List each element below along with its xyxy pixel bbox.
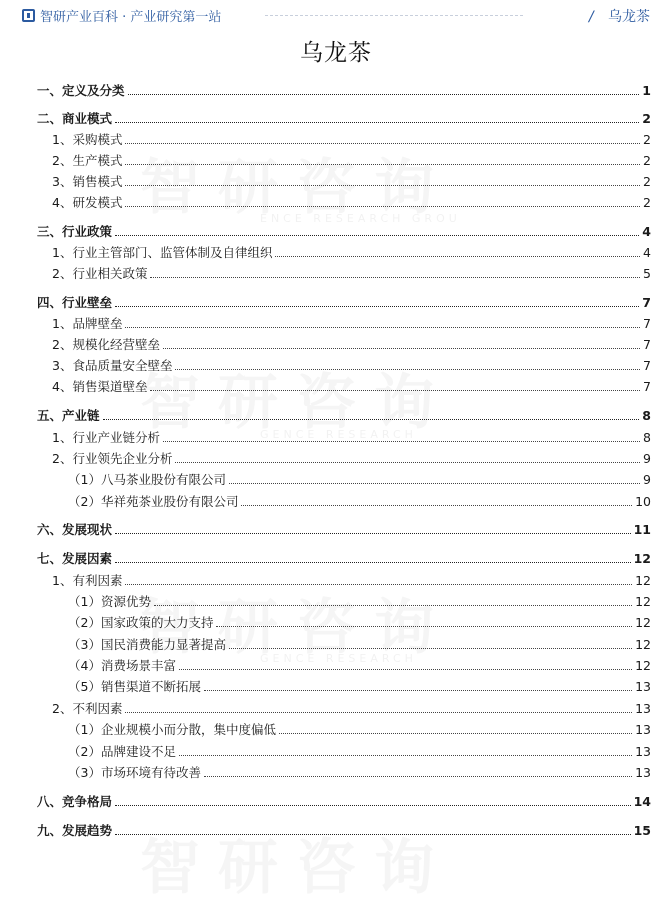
toc-leader-dots bbox=[179, 755, 632, 756]
toc-entry-title: 一、定义及分类 bbox=[37, 83, 125, 98]
toc-page-number: 9 bbox=[643, 451, 651, 466]
brand-text: 智研产业百科 · 产业研究第一站 bbox=[40, 10, 222, 25]
toc-subsection[interactable] bbox=[0, 761, 672, 781]
toc-leader-dots bbox=[115, 834, 631, 835]
toc-leader-dots bbox=[125, 164, 640, 165]
toc-section[interactable] bbox=[0, 191, 672, 211]
toc-entry-title: （1）企业规模小而分散，集中度偏低 bbox=[68, 722, 276, 737]
toc-leader-dots bbox=[125, 206, 640, 207]
toc-page-number: 2 bbox=[643, 153, 651, 168]
toc-leader-dots bbox=[163, 348, 640, 349]
toc-entry-title: 4、研发模式 bbox=[52, 195, 123, 210]
toc-page-number: 7 bbox=[643, 316, 651, 331]
toc-page-number: 12 bbox=[633, 551, 651, 566]
toc-entry-title: 2、不利因素 bbox=[52, 701, 123, 716]
toc-entry-title: （4）消费场景丰富 bbox=[68, 658, 176, 673]
toc-chapter[interactable] bbox=[0, 220, 672, 240]
toc-page-number: 7 bbox=[643, 379, 651, 394]
toc-entry-title: （2）品牌建设不足 bbox=[68, 744, 176, 759]
breadcrumb-current[interactable]: 乌龙茶 bbox=[608, 9, 650, 25]
toc-leader-dots bbox=[128, 94, 640, 95]
toc-entry-title: 1、行业产业链分析 bbox=[52, 430, 160, 445]
toc-chapter[interactable] bbox=[0, 790, 672, 810]
toc-subsection[interactable] bbox=[0, 740, 672, 760]
toc-entry-title: 五、产业链 bbox=[37, 408, 100, 423]
toc-page-number: 12 bbox=[635, 615, 651, 630]
toc-leader-dots bbox=[179, 669, 632, 670]
toc-entry-title: 2、规模化经营壁垒 bbox=[52, 337, 160, 352]
toc-chapter[interactable] bbox=[0, 79, 672, 99]
toc-page-number: 8 bbox=[642, 408, 651, 423]
toc-page-number: 11 bbox=[633, 522, 651, 537]
toc-entry-title: （1）八马茶业股份有限公司 bbox=[68, 472, 226, 487]
toc-leader-dots bbox=[115, 805, 631, 806]
toc-page-number: 2 bbox=[642, 111, 651, 126]
toc-entry-title: （5）销售渠道不断拓展 bbox=[68, 679, 201, 694]
toc-entry-title: 六、发展现状 bbox=[37, 522, 113, 537]
toc-section[interactable] bbox=[0, 426, 672, 446]
watermark-sub: GENCE RESEARCH bbox=[260, 652, 417, 665]
brand[interactable] bbox=[22, 6, 221, 25]
toc-leader-dots bbox=[125, 327, 640, 328]
toc-leader-dots bbox=[115, 533, 631, 534]
toc-leader-dots bbox=[216, 626, 632, 627]
toc-page-number: 13 bbox=[635, 722, 651, 737]
toc-chapter[interactable] bbox=[0, 107, 672, 127]
toc-page-number: 1 bbox=[642, 83, 651, 98]
toc-chapter[interactable] bbox=[0, 518, 672, 538]
toc-leader-dots bbox=[204, 690, 632, 691]
toc-entry-title: 1、行业主管部门、监管体制及自律组织 bbox=[52, 245, 273, 260]
breadcrumb-separator: / bbox=[588, 9, 594, 25]
toc-section[interactable] bbox=[0, 262, 672, 282]
toc-leader-dots bbox=[204, 776, 632, 777]
toc-page-number: 13 bbox=[635, 679, 651, 694]
toc-section[interactable] bbox=[0, 312, 672, 332]
toc-page-number: 12 bbox=[635, 573, 651, 588]
toc-page-number: 2 bbox=[643, 174, 651, 189]
toc-section[interactable] bbox=[0, 241, 672, 261]
toc-page-number: 12 bbox=[635, 658, 651, 673]
toc-entry-title: 1、品牌壁垒 bbox=[52, 316, 123, 331]
toc-subsection[interactable] bbox=[0, 468, 672, 488]
toc-page-number: 7 bbox=[643, 337, 651, 352]
toc-entry-title: 2、生产模式 bbox=[52, 153, 123, 168]
watermark-sub: GENCE RESEARCH bbox=[260, 428, 417, 441]
toc-subsection[interactable] bbox=[0, 654, 672, 674]
toc-section[interactable] bbox=[0, 354, 672, 374]
toc-page-number: 8 bbox=[643, 430, 651, 445]
toc-leader-dots bbox=[241, 505, 632, 506]
toc-page-number: 4 bbox=[642, 224, 651, 239]
page-title: 乌龙茶 bbox=[300, 40, 372, 66]
toc-entry-title: 1、采购模式 bbox=[52, 132, 123, 147]
toc-subsection[interactable] bbox=[0, 590, 672, 610]
toc-leader-dots bbox=[154, 605, 632, 606]
toc-entry-title: （3）市场环境有待改善 bbox=[68, 765, 201, 780]
toc-chapter[interactable] bbox=[0, 291, 672, 311]
toc-leader-dots bbox=[125, 584, 632, 585]
toc-entry-title: 八、竞争格局 bbox=[37, 794, 113, 809]
toc-leader-dots bbox=[229, 483, 640, 484]
toc-section[interactable] bbox=[0, 170, 672, 190]
toc-page-number: 5 bbox=[643, 266, 651, 281]
toc-page-number: 7 bbox=[642, 295, 651, 310]
toc-leader-dots bbox=[275, 256, 640, 257]
toc-subsection[interactable] bbox=[0, 611, 672, 631]
toc-chapter[interactable] bbox=[0, 404, 672, 424]
toc-page-number: 13 bbox=[635, 701, 651, 716]
toc-page-number: 4 bbox=[643, 245, 651, 260]
toc-page-number: 7 bbox=[643, 358, 651, 373]
toc-entry-title: 3、销售模式 bbox=[52, 174, 123, 189]
toc-entry-title: （3）国民消费能力显著提高 bbox=[68, 637, 226, 652]
toc-leader-dots bbox=[125, 712, 632, 713]
toc-section[interactable] bbox=[0, 333, 672, 353]
toc-leader-dots bbox=[175, 369, 640, 370]
header-divider bbox=[265, 15, 523, 16]
toc-entry-title: 九、发展趋势 bbox=[37, 823, 113, 838]
toc-leader-dots bbox=[115, 235, 639, 236]
toc-entry-title: 2、行业领先企业分析 bbox=[52, 451, 173, 466]
toc-leader-dots bbox=[150, 277, 640, 278]
toc-page-number: 14 bbox=[633, 794, 651, 809]
toc-chapter[interactable] bbox=[0, 547, 672, 567]
toc-section[interactable] bbox=[0, 697, 672, 717]
toc-subsection[interactable] bbox=[0, 633, 672, 653]
toc-section[interactable] bbox=[0, 447, 672, 467]
toc-page-number: 13 bbox=[635, 744, 651, 759]
toc-leader-dots bbox=[279, 733, 632, 734]
toc-leader-dots bbox=[115, 562, 631, 563]
toc-entry-title: 三、行业政策 bbox=[37, 224, 113, 239]
toc-leader-dots bbox=[175, 462, 640, 463]
toc-entry-title: 七、发展因素 bbox=[37, 551, 113, 566]
toc-subsection[interactable] bbox=[0, 675, 672, 695]
toc-entry-title: 1、有利因素 bbox=[52, 573, 123, 588]
toc-entry-title: （2）国家政策的大力支持 bbox=[68, 615, 214, 630]
toc-chapter[interactable] bbox=[0, 819, 672, 839]
toc-entry-title: 四、行业壁垒 bbox=[37, 295, 113, 310]
toc-section[interactable] bbox=[0, 128, 672, 148]
toc-entry-title: （1）资源优势 bbox=[68, 594, 151, 609]
toc-leader-dots bbox=[115, 122, 639, 123]
toc-page-number: 2 bbox=[643, 132, 651, 147]
toc-entry-title: 3、食品质量安全壁垒 bbox=[52, 358, 173, 373]
watermark-sub: ENCE RESEARCH GROU bbox=[260, 212, 461, 225]
toc-leader-dots bbox=[163, 441, 640, 442]
toc-page-number: 12 bbox=[635, 594, 651, 609]
toc-leader-dots bbox=[103, 419, 640, 420]
toc-leader-dots bbox=[115, 306, 639, 307]
page-header bbox=[0, 0, 672, 34]
toc-page-number: 13 bbox=[635, 765, 651, 780]
toc-page-number: 15 bbox=[633, 823, 651, 838]
toc-section[interactable] bbox=[0, 375, 672, 395]
toc-section[interactable] bbox=[0, 569, 672, 589]
toc-entry-title: （2）华祥苑茶业股份有限公司 bbox=[68, 494, 239, 509]
toc-leader-dots bbox=[150, 390, 640, 391]
toc-page-number: 10 bbox=[635, 494, 651, 509]
toc-page-number: 2 bbox=[643, 195, 651, 210]
toc-subsection[interactable] bbox=[0, 490, 672, 510]
toc-page-number: 9 bbox=[643, 472, 651, 487]
toc-leader-dots bbox=[229, 648, 632, 649]
toc-page-number: 12 bbox=[635, 637, 651, 652]
toc-entry-title: 4、销售渠道壁垒 bbox=[52, 379, 148, 394]
toc-leader-dots bbox=[125, 143, 640, 144]
toc-subsection[interactable] bbox=[0, 718, 672, 738]
toc-entry-title: 2、行业相关政策 bbox=[52, 266, 148, 281]
toc-section[interactable] bbox=[0, 149, 672, 169]
toc-entry-title: 二、商业模式 bbox=[37, 111, 113, 126]
toc-leader-dots bbox=[125, 185, 640, 186]
breadcrumb bbox=[589, 6, 650, 26]
zhiyan-logo-icon bbox=[22, 9, 35, 22]
